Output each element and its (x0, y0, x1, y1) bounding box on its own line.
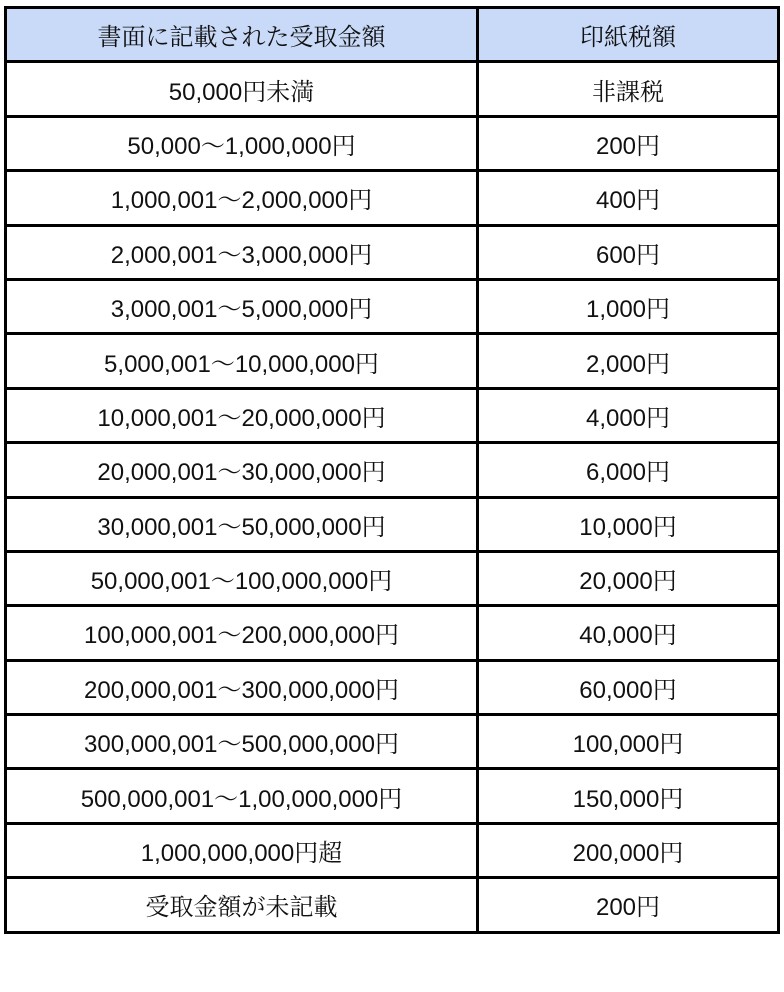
amount-cell: 1,000,001〜2,000,000円 (6, 171, 478, 225)
amount-cell: 20,000,001〜30,000,000円 (6, 443, 478, 497)
amount-cell: 5,000,001〜10,000,000円 (6, 334, 478, 388)
header-stamp-tax: 印紙税額 (478, 8, 779, 62)
amount-cell: 2,000,001〜3,000,000円 (6, 225, 478, 279)
amount-cell: 100,000,001〜200,000,000円 (6, 606, 478, 660)
table-row (6, 225, 779, 279)
tax-cell: 200,000円 (478, 823, 779, 877)
tax-cell: 1,000円 (478, 279, 779, 333)
table-row (6, 823, 779, 877)
tax-cell: 400円 (478, 171, 779, 225)
table-row (6, 878, 779, 932)
tax-cell: 200円 (478, 878, 779, 932)
amount-cell: 10,000,001〜20,000,000円 (6, 388, 478, 442)
tax-cell: 非課税 (478, 62, 779, 116)
tax-cell: 200円 (478, 116, 779, 170)
table-row (6, 660, 779, 714)
table-row (6, 715, 779, 769)
table-row (6, 62, 779, 116)
amount-cell: 50,000円未満 (6, 62, 478, 116)
header-received-amount: 書面に記載された受取金額 (6, 8, 478, 62)
table-row (6, 116, 779, 170)
table-row (6, 606, 779, 660)
amount-cell: 3,000,001〜5,000,000円 (6, 279, 478, 333)
tax-cell: 20,000円 (478, 551, 779, 605)
tax-cell: 2,000円 (478, 334, 779, 388)
table-row (6, 279, 779, 333)
table-row (6, 551, 779, 605)
amount-cell: 50,000〜1,000,000円 (6, 116, 478, 170)
table-row (6, 443, 779, 497)
tax-cell: 40,000円 (478, 606, 779, 660)
table-header-row (6, 8, 779, 62)
amount-cell: 30,000,001〜50,000,000円 (6, 497, 478, 551)
tax-cell: 6,000円 (478, 443, 779, 497)
amount-cell: 50,000,001〜100,000,000円 (6, 551, 478, 605)
table-row (6, 497, 779, 551)
tax-cell: 100,000円 (478, 715, 779, 769)
amount-cell: 1,000,000,000円超 (6, 823, 478, 877)
tax-cell: 60,000円 (478, 660, 779, 714)
tax-cell: 10,000円 (478, 497, 779, 551)
table-row (6, 334, 779, 388)
stamp-tax-table (4, 6, 780, 934)
table-row (6, 388, 779, 442)
amount-cell: 300,000,001〜500,000,000円 (6, 715, 478, 769)
table-row (6, 171, 779, 225)
tax-cell: 600円 (478, 225, 779, 279)
amount-cell: 500,000,001〜1,00,000,000円 (6, 769, 478, 823)
tax-cell: 4,000円 (478, 388, 779, 442)
amount-cell: 受取金額が未記載 (6, 878, 478, 932)
amount-cell: 200,000,001〜300,000,000円 (6, 660, 478, 714)
tax-cell: 150,000円 (478, 769, 779, 823)
table-row (6, 769, 779, 823)
